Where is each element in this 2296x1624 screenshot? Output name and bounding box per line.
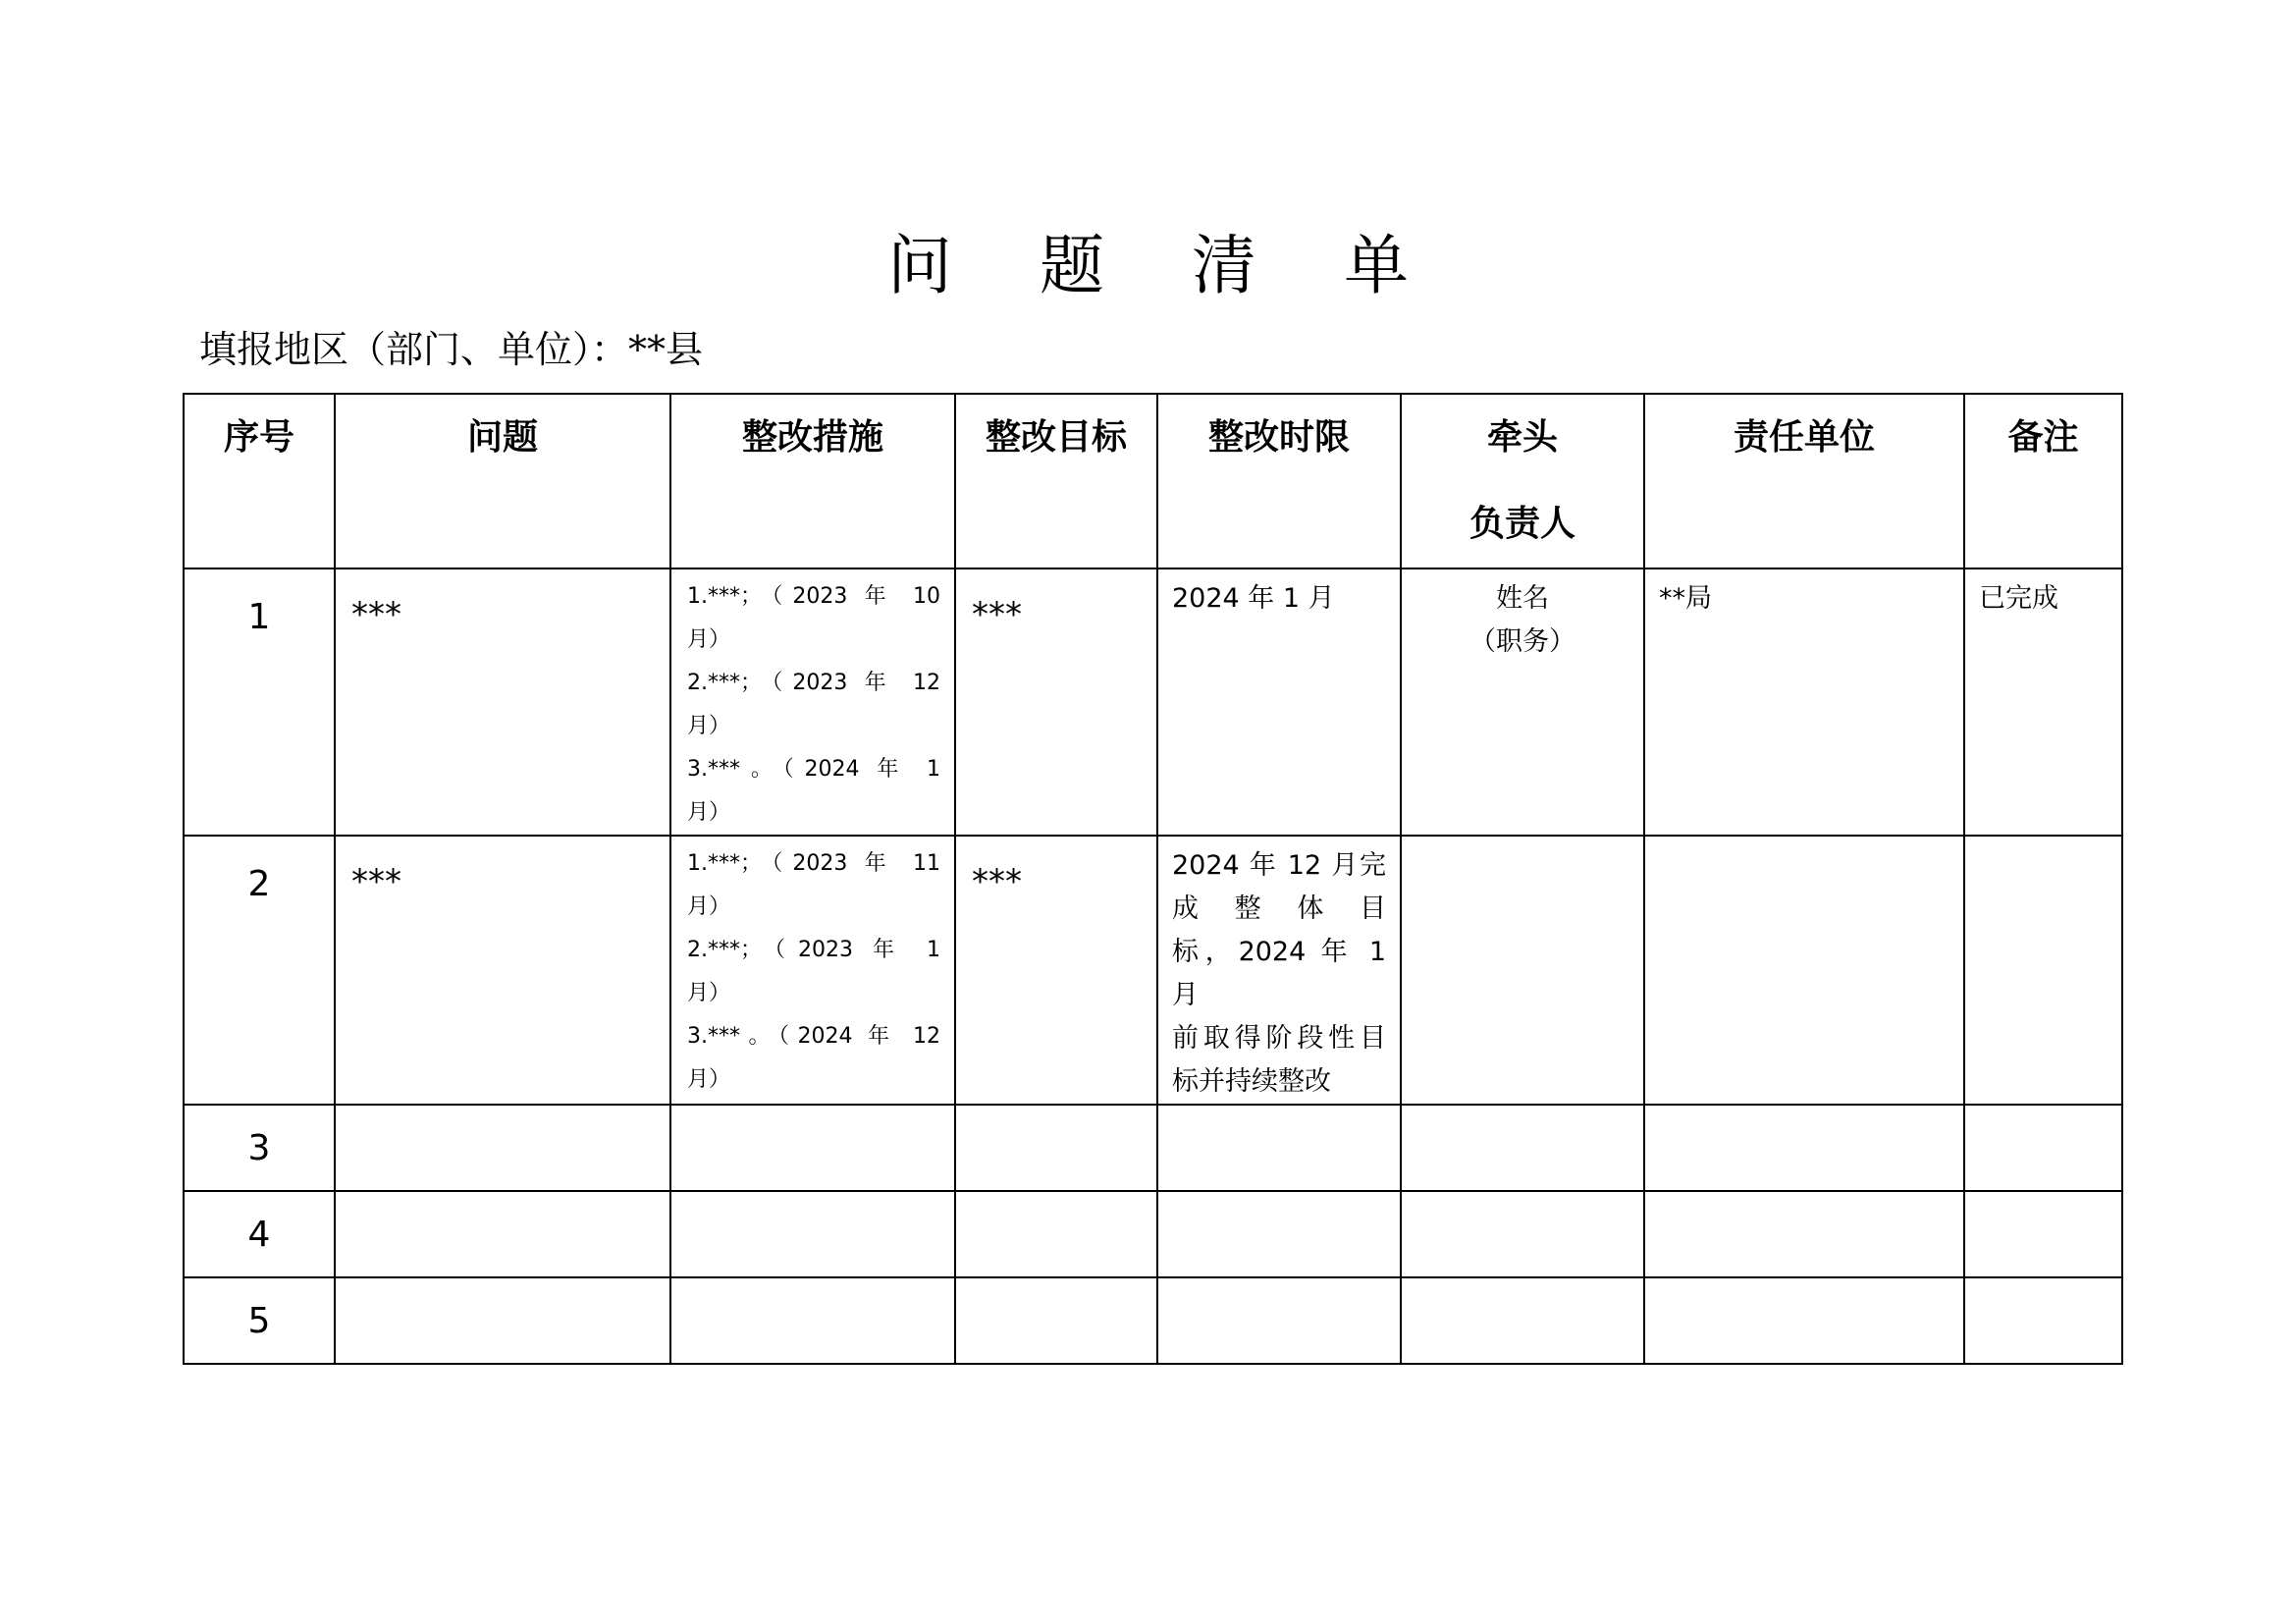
row-remark: 已完成 (1964, 568, 2122, 836)
measure-tail: 月） (687, 714, 731, 738)
row-remark (1964, 1277, 2122, 1364)
header-problem: 问题 (335, 394, 670, 568)
row-measures (670, 836, 955, 1105)
row-leader (1401, 568, 1644, 836)
row-unit (1644, 1105, 1964, 1191)
row-goal: *** (955, 568, 1157, 836)
row-unit: **局 (1644, 568, 1964, 836)
row-deadline (1157, 1105, 1401, 1191)
row-goal (955, 1105, 1157, 1191)
row-leader (1401, 1105, 1644, 1191)
row-seq: 5 (184, 1277, 335, 1364)
row-problem (335, 1105, 670, 1191)
leader-title: （职务） (1469, 626, 1575, 657)
deadline-line: 标，2024 年 1 月 (1172, 937, 1386, 1010)
measure-line: 3.***。（2024 年 12 (687, 1024, 940, 1049)
row-measures (670, 1191, 955, 1277)
row-leader (1401, 836, 1644, 1105)
row-deadline (1157, 1277, 1401, 1364)
row-unit (1644, 1277, 1964, 1364)
row-unit (1644, 836, 1964, 1105)
header-leader (1401, 394, 1644, 568)
row-leader (1401, 1277, 1644, 1364)
header-leader-line2: 负责人 (1468, 504, 1575, 544)
row-goal (955, 1277, 1157, 1364)
row-deadline (1157, 836, 1401, 1105)
row-seq: 4 (184, 1191, 335, 1277)
measure-tail: 月） (687, 981, 731, 1005)
measure-tail: 月） (687, 627, 731, 652)
header-remark: 备注 (1964, 394, 2122, 568)
deadline-line: 标并持续整改 (1172, 1066, 1331, 1097)
row-remark (1964, 836, 2122, 1105)
table-row (184, 568, 2122, 836)
header-row (184, 394, 2122, 568)
row-measures (670, 1277, 955, 1364)
row-problem (335, 1191, 670, 1277)
header-leader-line1: 牵头 (1486, 417, 1558, 458)
row-problem (335, 1277, 670, 1364)
row-measures (670, 1105, 955, 1191)
page-title: 问 题 清 单 (887, 228, 1442, 303)
measure-line: 1.***；（2023 年 11 (687, 851, 940, 876)
table-row (184, 836, 2122, 1105)
deadline-line: 前取得阶段性目 (1172, 1023, 1386, 1054)
measure-tail: 月） (687, 800, 731, 825)
row-remark (1964, 1105, 2122, 1191)
header-seq: 序号 (184, 394, 335, 568)
table-row (184, 1191, 2122, 1277)
row-seq: 1 (184, 568, 335, 836)
row-measures (670, 568, 955, 836)
measure-tail: 月） (687, 894, 731, 919)
row-goal (955, 1191, 1157, 1277)
row-leader (1401, 1191, 1644, 1277)
header-unit: 责任单位 (1644, 394, 1964, 568)
measure-line: 3.***。（2024 年 1 (687, 757, 940, 782)
measure-tail: 月） (687, 1067, 731, 1092)
table-row (184, 1277, 2122, 1364)
table-row (184, 1105, 2122, 1191)
row-problem: *** (335, 568, 670, 836)
row-deadline (1157, 1191, 1401, 1277)
deadline-line: 成 整 体 目 (1172, 893, 1386, 924)
row-deadline: 2024 年 1 月 (1157, 568, 1401, 836)
row-unit (1644, 1191, 1964, 1277)
leader-name: 姓名 (1496, 583, 1549, 614)
measure-line: 1.***；（2023 年 10 (687, 584, 940, 609)
header-deadline: 整改时限 (1157, 394, 1401, 568)
header-measures: 整改措施 (670, 394, 955, 568)
row-seq: 3 (184, 1105, 335, 1191)
row-goal: *** (955, 836, 1157, 1105)
region-label: 填报地区（部门、单位）：**县 (199, 328, 704, 371)
measure-line: 2.***；（2023 年 1 (687, 938, 940, 962)
deadline-line: 2024 年 12 月完 (1172, 850, 1386, 881)
row-problem: *** (335, 836, 670, 1105)
header-goal: 整改目标 (955, 394, 1157, 568)
row-remark (1964, 1191, 2122, 1277)
row-seq: 2 (184, 836, 335, 1105)
measure-line: 2.***；（2023 年 12 (687, 671, 940, 695)
problem-list-table (183, 393, 2123, 1365)
